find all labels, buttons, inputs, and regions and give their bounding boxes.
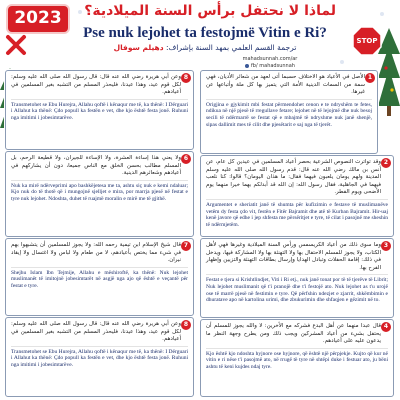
- section-text-arabic: ولا يعني هذا إساءة العشرة، ولا الإساءة للجيران، ولا قطيعة الرحم، بل المسلم مطالب بحسن الخلق مع الناس جميعا، دون أن يشاركهم في أعيادهم وشعائرهم الدينية.: [11, 155, 181, 177]
- section-card-3: [200, 238, 394, 318]
- section-card-7b: [5, 238, 194, 316]
- section-text-albanian: Transmetohet se Ebu Hurejra, Allahu qoftë i kënaqur me të, ka thënë: I Dërguari i Allahut ka thënë: Çdo popull ka festën e vet, dhe kjo është festa jonë. Ruhuni nga imitimi i jobesimtarëve.: [11, 348, 188, 368]
- divider: [206, 348, 388, 349]
- section-text-albanian: Kjo është kjo ndoshta hyjnore ose hyjnore, që është një përpjekje. Kujto që kur në vitin e ri nëse t'i pasojmë ato, në rrugë të tyre në shtëpi duke i festuar ato, ju bëni ashtu të keni kujdes ndaj tyre.: [206, 350, 388, 370]
- section-number-badge: 1: [365, 73, 375, 83]
- snow-dot: [78, 10, 82, 14]
- section-text-albanian: Transmetohet se Ebu Hurejra, Allahu qoftë i kënaqur me të, ka thënë: I Dërguari i Allahut ka thënë: Çdo popull ka festën e vet, dhe kjo është festa jonë. Ruhuni nga imitimi i jobesimtarëve.: [11, 101, 188, 121]
- section-text-albanian: Shejhu Islam Ibn Tejmije, Allahu e mëshiroftë, ka thënë: Nuk lejohet muslimanët të imitojnë jobesimtarët në asgjë nga ajo që është e veçantë për festat e tyre.: [11, 269, 188, 289]
- section-card-7: [5, 70, 194, 150]
- section-number-badge: 6: [181, 154, 191, 164]
- no-cross-icon: [5, 34, 27, 56]
- translator-credit-label: ترجمة القسم العلمي بمهد السنة بإشراف:: [165, 43, 297, 52]
- snow-dot: [380, 12, 384, 16]
- page-title-arabic: لماذا لا نحتفل برأس السنة الميلادية؟: [84, 3, 336, 19]
- section-text-arabic: وعن أبي هريرة رضي الله عنه قال: قال رسول الله صلى الله عليه وسلم: لكل قوم عيد، وهذا عيدنا، فليحذر المسلم من التشبه بغير المسلمين في أعيادهم.: [11, 321, 181, 343]
- section-text-arabic: وعن أبي هريرة رضي الله عنه قال: قال رسول الله صلى الله عليه وسلم: لكل قوم عيد، وهذا عيدنا، فليحذر المسلم من التشبه بغير المسلمين في أعيادهم.: [11, 74, 181, 96]
- stop-sign-label: STOP: [356, 37, 378, 45]
- section-card-6: [5, 151, 194, 237]
- facebook-icon: [245, 64, 249, 68]
- section-text-arabic: قال شيخ الإسلام ابن تيمية رحمه الله: ولا يجوز للمسلمين أن يتشبهوا بهم في شيء مما يختص بأعيادهم، لا من طعام ولا لباس ولا اغتسال ولا إيقاد نيران.: [11, 242, 181, 264]
- website-link[interactable]: [190, 56, 350, 62]
- section-card-1: [200, 70, 378, 154]
- section-number-badge: 7: [181, 241, 191, 251]
- facebook-handle[interactable]: fb/ mahadsunnah: [251, 63, 295, 69]
- section-text-arabic: قال عبدا منهما عن أهل البدع فشركه مع الأخرين: لا والله يجوز للمسلم أن يحتفل بشيء من أعياد المشركين ويجب ذلك ومن يطرح وجهة النظر ما يدعون عليه على أعيادهم.: [206, 323, 381, 345]
- facebook-link[interactable]: [190, 63, 350, 69]
- divider: [206, 199, 388, 200]
- section-card-2: [200, 155, 394, 237]
- divider: [11, 267, 188, 268]
- translator-credit: [70, 43, 340, 52]
- section-card-4: [200, 319, 394, 397]
- page-title-albanian: Pse nuk lejohet ta festojmë Vitin e Ri?: [83, 25, 327, 41]
- divider: [206, 99, 372, 100]
- section-number-badge: 3: [381, 241, 391, 251]
- website-url[interactable]: mahadsunnah.com/ar: [242, 56, 298, 62]
- section-number-badge: 2: [381, 158, 391, 168]
- section-text-arabic: الأصل في الأعياد هو الاختلاف حسبما أتى لعهد من شعائر الأديان، فهي سمة من السمات الدينية الأمة التي يتميز بها كل ملة وأتباعها عن غيرها.: [206, 74, 365, 96]
- section-text-arabic: وما سوى ذلك من أعياد الكريسمس ورأس السنة الميلادية وغيرها فهي لأهل الكتاب، ولا يجوز للمسلم الاحتفال بها ولا التهنئة بها ولا المشاركة فيها، ويدخل في ذلك: إقامة الحفلات وتبادل الهدايا وإرسال بطاقات التهنئة والتزيين وإظهار الفرح بها.: [206, 242, 381, 271]
- divider: [11, 99, 188, 100]
- divider: [11, 346, 188, 347]
- section-text-albanian: Argumentet e sheriatit janë të shumta për kufizimin e festave të muslimanëve vetëm dy festa çdo vit, festën e Fitër Bajramit dhe atë të Kurban Bajramit. Hir-uaj kenë javore që edhe i jep shfesta me përsëritjet e tyre, të cilat i pasojnë me sheshin të ndërmjetëm.: [206, 201, 388, 228]
- section-text-albanian: Origjina e gjykimit mbi festat përmendohet cenon e te ndryshëm te fetes, ndikua në një pjesë të rregullave fetare; lejohet në të lejojmë dhe nuk besoj secili të ndërmarrë se festat që e mbajmë të ndryshme nuk janë shenjë, sipas dallimit mes të cilit dhe pjesëtarit e saj nga të tjerët.: [206, 101, 372, 128]
- section-text-albanian: Festat e tjera si Krishtlindjet, Viti i Ri etj., nuk janë tonat por të të tjerëve të Librit; Nuk lejohet muslimanit që t'i pranojë dhe t'i festojë ato. Nuk lejohet as t'u urojë ose të marrë pjesë në festimin e tyre. Që përfshin ndezjet e zjarrit, shkëmbimin e dhuratave apo në kartolina urimi, dhe zbukurimin dhe shfaqjen e gëzimit në to.: [206, 277, 388, 304]
- year-label: 2023: [14, 8, 62, 28]
- divider: [206, 274, 388, 275]
- section-number-badge: 8: [181, 73, 191, 83]
- divider: [11, 180, 188, 181]
- section-number-badge: 4: [381, 322, 391, 332]
- section-text-arabic: وقد تواترت النصوص الشرعية بحصر أعياد المسلمين في عيدين كل عام، عن أنس بن مالك رضي الله عنه قال: قدم رسول الله صلى الله عليه وسلم المدينة ولهم يومان يلعبون فيهما فقال: ما هذان اليومان؟ قالوا: كنا نلعب فيهما في الجاهلية، فقال رسول الله: إن الله قد أبدلكم بهما خيرا منهما يوم الأضحى ويوم الفطر.: [206, 159, 381, 196]
- section-number-badge: 8: [181, 320, 191, 330]
- translator-name: دهيلم سوفال: [113, 43, 164, 52]
- section-card-8: [5, 317, 194, 397]
- section-text-albanian: Nuk ka mirë ndërveprimi apo bashkëjetesa me ta, ashtu siç nuk e kemi ndaluar; Kjo nuk do të thotë që i mungojnë sjelljet e mira, por marrja pjesë në festat e tyre nuk lejohet. Ndoshta, duhet të ruajmë moralin e mirë me të gjithë.: [11, 182, 188, 202]
